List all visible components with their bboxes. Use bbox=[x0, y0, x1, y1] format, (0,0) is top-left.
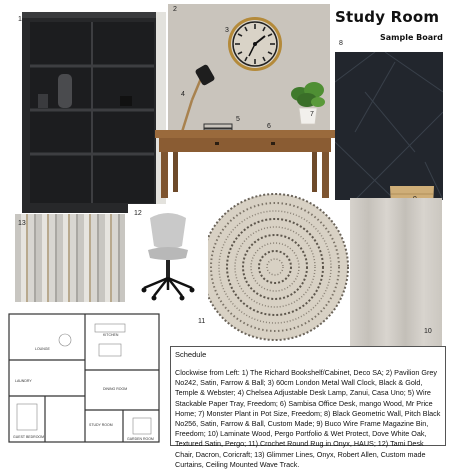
item-number-5: 5 bbox=[236, 116, 240, 123]
plan-label-lounge: LOUNGE bbox=[35, 347, 50, 351]
plan-label-kitchen: KITCHEN bbox=[103, 333, 119, 337]
schedule-heading: Schedule bbox=[175, 350, 207, 359]
floor-plan-drawing bbox=[5, 300, 163, 445]
schedule-text: Clockwise from Left: 1) The Richard Bookshelf/Cabinet, Deco SA; 2) Pavilion Grey No242, Satin, Farrow & Ball; 3) 60cm London Metal Wall Clock, Black & Gold, Temple & Webster; 4) Chelsea Adjustable Desk Lamp, Zanui, Casa Uno; 5) Wire Stackable Paper Tray, Freedom; 6) Sambisa Office Desk, mango Wood, Mr Price Home; 7) Monster Plant in Pot Size, Freedom; 8) Black Geometric Wall, Pitch Black No256, Satin, Farrow & Ball, Custom Made; 9) Buco Wire Frame Magazine Bin, Freedom; 10) Laminate Wood, Pergo Portfolio & Wet Protect, Dove White Oak, Textured Satin, Pergo; 11) Crochet Round Rug in Onyx, HAUS; 12) Tami Desk Chair, Dacron, Coricraft; 13) Glimmer Lines, Onyx, Robert Allen, Custom made Curtains, Ceiling Mounted Wave Track. bbox=[175, 368, 441, 469]
schedule-box bbox=[170, 346, 446, 469]
item-number-3: 3 bbox=[225, 27, 229, 34]
item-number-8: 8 bbox=[339, 40, 343, 47]
board-title: Study Room bbox=[335, 8, 440, 26]
laminate-floor-swatch bbox=[350, 198, 442, 346]
desk-chair-image bbox=[128, 204, 208, 304]
item-number-2: 2 bbox=[173, 6, 177, 13]
wall-clock-image bbox=[227, 16, 283, 72]
item-number-4: 4 bbox=[181, 91, 185, 98]
item-number-12: 12 bbox=[134, 210, 142, 217]
item-number-11: 11 bbox=[198, 318, 206, 325]
bookshelf-image bbox=[22, 12, 162, 213]
round-rug-image bbox=[200, 192, 350, 342]
plan-label-dining: DINING ROOM bbox=[103, 387, 128, 391]
item-number-6: 6 bbox=[267, 123, 271, 130]
board-subtitle: Sample Board bbox=[380, 33, 443, 42]
item-number-13: 13 bbox=[18, 220, 26, 227]
plan-label-laundry: LAUNDRY bbox=[15, 379, 32, 383]
curtain-fabric-swatch bbox=[15, 214, 125, 302]
potted-plant-image bbox=[288, 78, 328, 126]
item-number-7: 7 bbox=[310, 111, 314, 118]
item-number-10: 10 bbox=[424, 328, 432, 335]
plan-label-guest-bedroom: GUEST BEDROOM bbox=[13, 435, 45, 439]
office-desk-image bbox=[155, 130, 335, 198]
plan-label-study-room: STUDY ROOM bbox=[89, 423, 113, 427]
plan-label-garden-room: GARDEN ROOM bbox=[127, 437, 154, 441]
item-number-1: 1 bbox=[18, 16, 22, 23]
geometric-wall-image bbox=[335, 52, 443, 200]
